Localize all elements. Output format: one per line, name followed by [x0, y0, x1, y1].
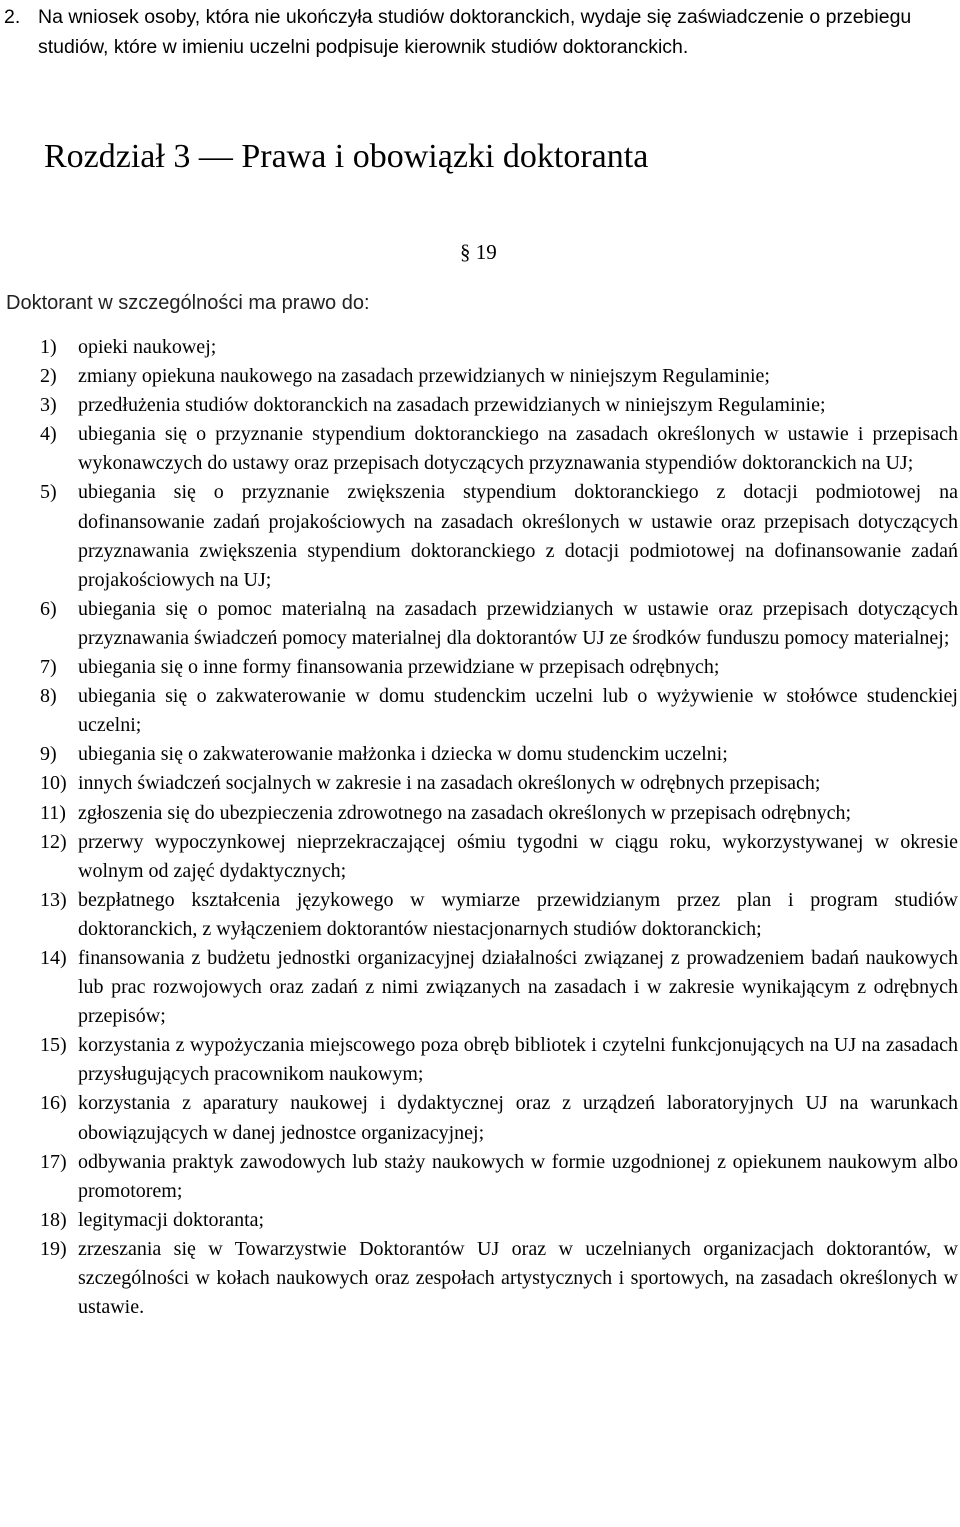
list-item-text: przedłużenia studiów doktoranckich na zasadach przewidzianych w niniejszym Regulaminie;	[78, 394, 826, 417]
chapter-title: Rozdział 3 — Prawa i obowiązki doktoranta	[44, 138, 649, 175]
list-item-number: 13)	[40, 888, 67, 911]
list-item-number: 16)	[40, 1092, 67, 1115]
list-item-text: ubiegania się o inne formy finansowania przewidziane w przepisach odrębnych;	[78, 656, 720, 679]
list-item	[0, 1031, 960, 1089]
list-item	[0, 1148, 960, 1206]
list-item-text: ubiegania się o zakwaterowanie małżonka i dziecka w domu studenckim uczelni;	[78, 743, 728, 766]
list-item-text: innych świadczeń socjalnych w zakresie i na zasadach określonych w odrębnych przepisach;	[78, 772, 821, 795]
list-item-text: legitymacji doktoranta;	[78, 1208, 265, 1231]
list-item-number: 7)	[40, 656, 57, 679]
list-item-number: 10)	[40, 772, 67, 795]
list-item	[0, 828, 960, 886]
list-item	[0, 333, 960, 362]
list-item-text: zgłoszenia się do ubezpieczenia zdrowotnego na zasadach określonych w przepisach odrębnych;	[78, 801, 852, 824]
list-item	[0, 1089, 960, 1147]
list-item-number: 6)	[40, 597, 57, 620]
list-item	[0, 799, 960, 828]
previous-paragraph	[4, 2, 956, 62]
list-item-text: ubiegania się o zakwaterowanie w domu studenckim uczelni lub o wyżywienie w stołówce studenckiej uczelni;	[78, 685, 958, 737]
list-item	[0, 944, 960, 1031]
list-item	[0, 595, 960, 653]
list-item	[0, 1206, 960, 1235]
list-item-number: 1)	[40, 336, 57, 358]
list-item-number: 3)	[40, 394, 57, 417]
list-item	[0, 682, 960, 740]
paragraph-text: Na wniosek osoby, która nie ukończyła studiów doktoranckich, wydaje się zaświadczenie o przebiegu studiów, które w imieniu uczelni podpisuje kierownik studiów doktoranckich.	[38, 6, 912, 58]
list-item	[0, 653, 960, 682]
list-item-number: 18)	[40, 1208, 67, 1231]
paragraph-number: 2.	[4, 6, 21, 28]
list-item-text: przerwy wypoczynkowej nieprzekraczającej ośmiu tygodni w ciągu roku, wykorzystywanej w okresie wolnym od zajęć dydaktycznych;	[78, 830, 958, 882]
list-item-number: 14)	[40, 946, 67, 969]
list-item-number: 11)	[40, 801, 66, 824]
list-item-text: zrzeszania się w Towarzystwie Doktorantów UJ oraz w uczelnianych organizacjach doktorantów, w szczególności w kołach naukowych oraz zespołach artystycznych i sportowych, na zasadach określonych w ustawie.	[78, 1237, 958, 1319]
list-item-text: bezpłatnego kształcenia językowego w wymiarze przewidzianym przez plan i program studiów doktoranckich, z wyłączeniem doktorantów niestacjonarnych studiów doktoranckich;	[78, 888, 958, 940]
list-item-number: 15)	[40, 1034, 67, 1057]
list-item-number: 8)	[40, 685, 57, 708]
list-item-number: 5)	[40, 481, 57, 504]
section-number: § 19	[460, 240, 497, 264]
rights-intro: Doktorant w szczególności ma prawo do:	[6, 292, 370, 314]
list-item	[0, 1235, 960, 1322]
list-item-text: odbywania praktyk zawodowych lub staży naukowych w formie uzgodnionej z opiekunem naukowym albo promotorem;	[78, 1150, 958, 1202]
list-item-number: 19)	[40, 1237, 67, 1260]
list-item-number: 17)	[40, 1150, 67, 1173]
list-item-text: ubiegania się o przyznanie stypendium doktoranckiego na zasadach określonych w ustawie i przepisach wykonawczych do ustawy oraz przepisach dotyczących przyznawania stypendiów doktoranckich na UJ;	[78, 423, 958, 475]
list-item	[0, 740, 960, 769]
list-item-text: ubiegania się o pomoc materialną na zasadach przewidzianych w ustawie oraz przepisach dotyczących przyznawania świadczeń pomocy materialnej dla doktorantów UJ ze środków funduszu pomocy materialnej;	[78, 597, 958, 649]
list-item	[0, 420, 960, 478]
list-item-number: 12)	[40, 830, 67, 853]
list-item	[0, 391, 960, 420]
list-item-number: 2)	[40, 365, 57, 388]
list-item-number: 4)	[40, 423, 57, 446]
list-item-text: ubiegania się o przyznanie zwiększenia stypendium doktoranckiego z dotacji podmiotowej na dofinansowanie zadań projakościowych na zasadach określonych w ustawie oraz przepisach dotyczących przyznawania zwiększenia stypendium doktoranckiego z dotacji podmiotowej na dofinansowanie zadań projakościowych na UJ;	[78, 481, 958, 591]
list-item	[0, 362, 960, 391]
list-item-text: opieki naukowej;	[78, 336, 217, 358]
list-item	[0, 769, 960, 798]
rights-list	[0, 333, 960, 1322]
list-item	[0, 478, 960, 594]
list-item-text: korzystania z aparatury naukowej i dydaktycznej oraz z urządzeń laboratoryjnych UJ na warunkach obowiązujących w danej jednostce organizacyjnej;	[78, 1092, 958, 1144]
list-item-text: finansowania z budżetu jednostki organizacyjnej działalności związanej z prowadzeniem badań naukowych lub prac rozwojowych oraz zadań z nimi związanych na zasadach i w zakresie wynikającym z odrębnych przepisów;	[78, 946, 958, 1028]
list-item-text: korzystania z wypożyczania miejscowego poza obręb bibliotek i czytelni funkcjonujących na UJ na zasadach przysługujących pracownikom naukowym;	[78, 1034, 958, 1086]
list-item-number: 9)	[40, 743, 57, 766]
list-item	[0, 886, 960, 944]
list-item-text: zmiany opiekuna naukowego na zasadach przewidzianych w niniejszym Regulaminie;	[78, 365, 770, 388]
